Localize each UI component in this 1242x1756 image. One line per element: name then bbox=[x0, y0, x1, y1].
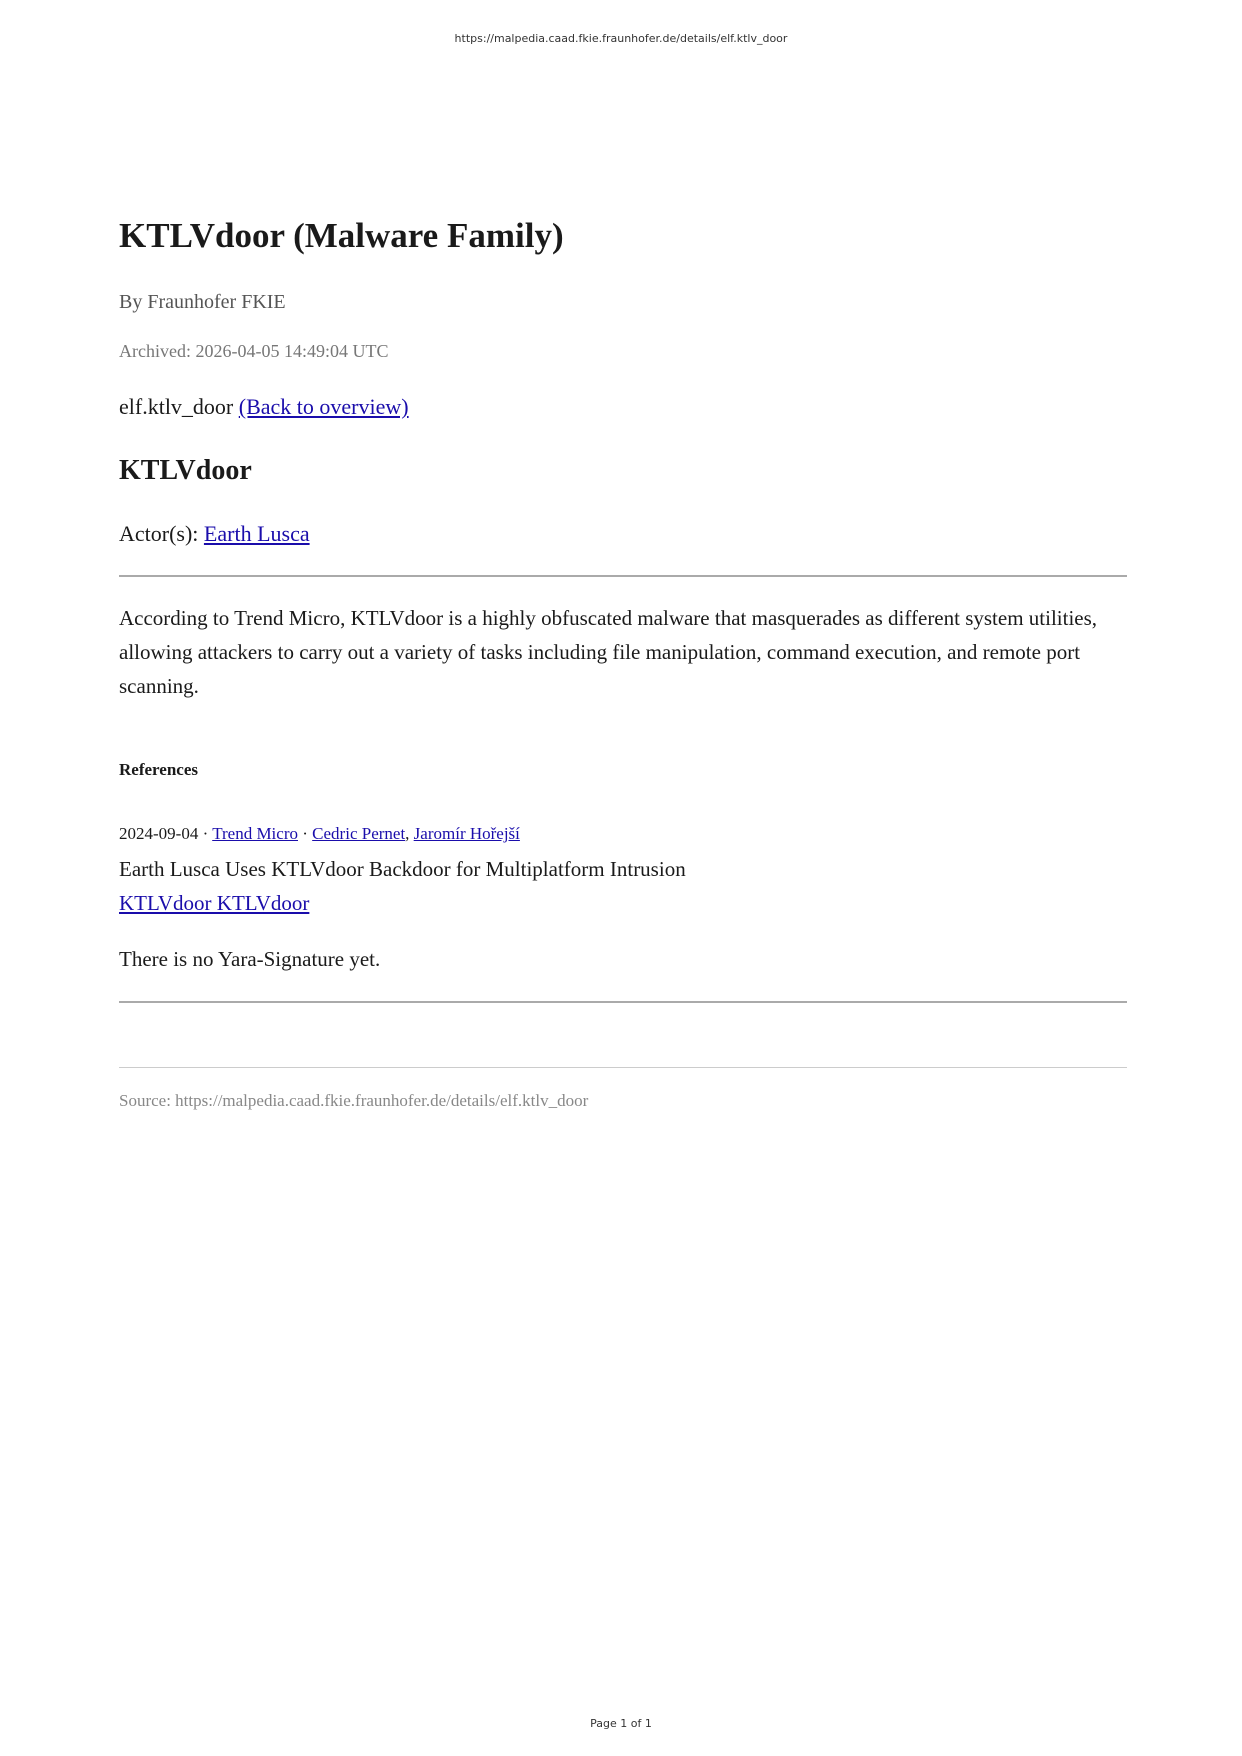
family-description: According to Trend Micro, KTLVdoor is a highly obfuscated malware that masquerades as different system utilities, allowing attackers to carry out a variety of tasks including file manipulation, command execution, and remote port scanning. bbox=[119, 606, 1098, 698]
author-comma: , bbox=[405, 824, 410, 843]
back-to-overview-link[interactable]: (Back to overview) bbox=[238, 394, 409, 419]
yara-status: There is no Yara-Signature yet. bbox=[119, 947, 381, 971]
page-title: KTLVdoor (Malware Family) bbox=[119, 216, 564, 255]
reference-author-link[interactable]: Jaromír Hořejší bbox=[413, 824, 520, 843]
byline: By Fraunhofer FKIE bbox=[119, 291, 286, 313]
page-header-url: https://malpedia.caad.fkie.fraunhofer.de/details/elf.ktlv_door bbox=[454, 32, 788, 45]
reference-date: 2024-09-04 bbox=[119, 824, 199, 843]
divider-bottom bbox=[119, 1001, 1127, 1003]
actors-label: Actor(s): bbox=[119, 521, 199, 546]
reference-author-link[interactable]: Cedric Pernet bbox=[312, 824, 406, 843]
reference-separator: · bbox=[202, 824, 209, 843]
archived-timestamp: Archived: 2026-04-05 14:49:04 UTC bbox=[119, 341, 389, 361]
divider-top bbox=[119, 575, 1127, 577]
reference-separator: · bbox=[302, 824, 308, 843]
reference-source-link[interactable]: Trend Micro bbox=[212, 824, 298, 843]
family-id-line bbox=[119, 393, 409, 421]
source-url: Source: https://malpedia.caad.fkie.fraunhofer.de/details/elf.ktlv_door bbox=[119, 1091, 589, 1110]
family-id: elf.ktlv_door bbox=[119, 394, 234, 419]
reference-title: Earth Lusca Uses KTLVdoor Backdoor for Multiplatform Intrusion bbox=[119, 857, 686, 881]
family-name-heading: KTLVdoor bbox=[119, 455, 252, 486]
actor-link-earth-lusca[interactable]: Earth Lusca bbox=[203, 521, 310, 546]
references-heading: References bbox=[119, 760, 198, 779]
page-number: Page 1 of 1 bbox=[590, 1717, 652, 1730]
reference-tag-link[interactable]: KTLVdoor KTLVdoor bbox=[119, 891, 310, 915]
reference-tags bbox=[119, 889, 309, 917]
divider-footer bbox=[119, 1067, 1127, 1068]
actors-line bbox=[119, 520, 310, 548]
reference-meta bbox=[119, 823, 520, 845]
